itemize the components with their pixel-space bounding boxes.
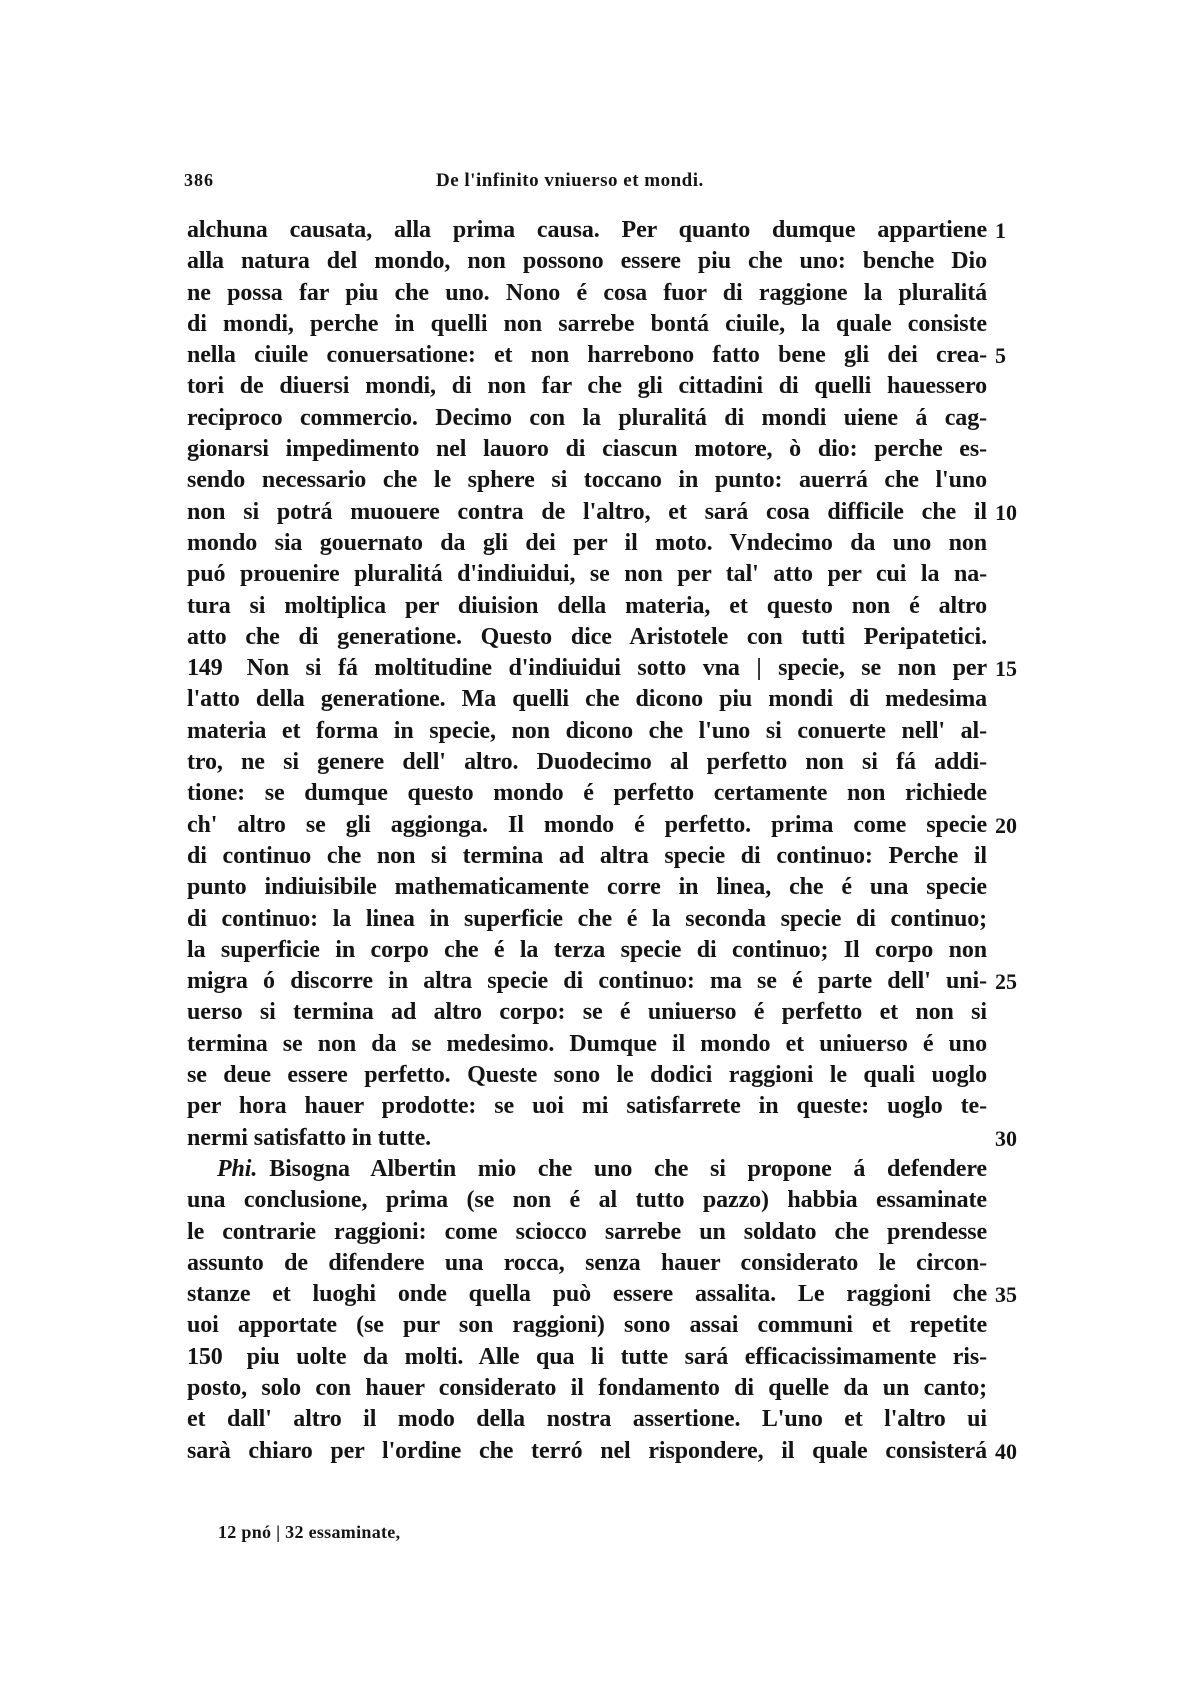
line-number: 35 xyxy=(995,1282,1017,1308)
line-number: 25 xyxy=(995,969,1017,995)
line-text xyxy=(187,1217,987,1248)
text-line xyxy=(187,1154,987,1185)
line-content: gionarsi impedimento nel lauoro di ciascun motore, ò dio: perche es- xyxy=(187,436,987,463)
line-content: atto che di generatione. Questo dice Aristotele con tutti Peripatetici. xyxy=(187,623,987,650)
line-text xyxy=(187,684,987,715)
text-line xyxy=(187,497,1017,528)
text-line xyxy=(187,434,987,465)
line-number: 5 xyxy=(995,343,1006,369)
line-content: di continuo che non si termina ad altra specie di continuo: Perche il xyxy=(187,842,987,869)
line-number: 1 xyxy=(995,218,1006,243)
line-text xyxy=(187,497,987,528)
text-line xyxy=(187,340,1006,371)
line-number: 15 xyxy=(995,656,1017,682)
line-content: et dall' altro il modo della nostra assertione. L'uno et l'altro ui xyxy=(187,1406,987,1433)
line-text xyxy=(187,904,987,935)
line-text xyxy=(187,1373,987,1404)
line-content: l'atto della generatione. Ma quelli che dicono piu mondi di medesima xyxy=(187,686,987,713)
line-content: sendo necessario che le sphere si toccano in punto: auerrá che l'uno xyxy=(187,467,987,494)
line-text xyxy=(187,966,987,997)
line-content: assunto de difendere una rocca, senza hauer considerato le circon- xyxy=(187,1249,987,1276)
line-content: per hora hauer prodotte: se uoi mi satisfarrete in queste: uoglo te- xyxy=(187,1093,987,1120)
line-text xyxy=(187,1091,987,1122)
line-text xyxy=(187,653,987,684)
line-content: la superficie in corpo che é la terza specie di continuo; Il corpo non xyxy=(187,936,987,963)
text-line xyxy=(187,403,987,434)
text-line xyxy=(187,309,987,340)
line-content: le contrarie raggioni: come sciocco sarrebe un soldato che prendesse xyxy=(187,1218,987,1245)
line-content: non si potrá muouere contra de l'altro, et sará cosa difficile che il xyxy=(187,498,987,525)
line-content: nella ciuile conuersatione: et non harrebono fatto bene gli dei crea- xyxy=(187,342,987,369)
text-line xyxy=(187,559,987,590)
line-content: puó prouenire pluralitá d'indiuidui, se non per tal' atto per cui la na- xyxy=(187,561,987,588)
text-line xyxy=(187,1404,987,1435)
text-line xyxy=(187,1185,987,1216)
text-line xyxy=(187,716,987,747)
text-line xyxy=(187,1060,987,1091)
line-text xyxy=(187,1248,987,1279)
line-text xyxy=(187,1436,987,1467)
line-content: ne possa far piu che uno. Nono é cosa fuor di raggione la pluralitá xyxy=(187,279,987,306)
text-line xyxy=(187,1310,987,1341)
line-content: ch' altro se gli aggionga. Il mondo é perfetto. prima come specie xyxy=(187,811,987,838)
line-text xyxy=(187,1342,987,1373)
line-text xyxy=(187,1123,987,1154)
line-number: 10 xyxy=(995,499,1017,525)
text-line xyxy=(187,810,1017,841)
line-content: tura si moltiplica per diuision della materia, et questo non é altro xyxy=(187,592,987,619)
line-text xyxy=(187,997,987,1028)
running-title: De l'infinito vniuerso et mondi. xyxy=(436,170,704,191)
text-line xyxy=(187,872,987,903)
body-text xyxy=(187,215,1017,1467)
line-content: nermi satisfatto in tutte. xyxy=(187,1124,432,1151)
edition-page-marker: 150 xyxy=(187,1343,223,1370)
text-line xyxy=(187,528,987,559)
line-text xyxy=(187,371,987,402)
line-number: 20 xyxy=(995,812,1017,838)
text-line xyxy=(187,841,987,872)
text-line xyxy=(187,1373,987,1404)
text-line xyxy=(187,215,1006,246)
line-text xyxy=(187,215,987,246)
text-line xyxy=(187,1091,987,1122)
line-content: uerso si termina ad altro corpo: se é uniuerso é perfetto et non si xyxy=(187,999,987,1026)
line-number: 30 xyxy=(995,1125,1017,1151)
line-text xyxy=(187,622,987,653)
line-content: alla natura del mondo, non possono essere piu che uno: benche Dio xyxy=(187,248,987,275)
text-line xyxy=(187,966,1017,997)
line-text xyxy=(187,716,987,747)
text-line xyxy=(187,653,1017,684)
line-content: alchuna causata, alla prima causa. Per quanto dumque appartiene xyxy=(187,217,987,243)
line-content: sarà chiaro per l'ordine che terró nel rispondere, il quale consisterá xyxy=(187,1437,987,1464)
text-line xyxy=(187,997,987,1028)
line-text xyxy=(187,340,987,371)
line-content: posto, solo con hauer considerato il fondamento di quelle da un canto; xyxy=(187,1374,987,1401)
text-line xyxy=(187,1029,987,1060)
line-content: tione: se dumque questo mondo é perfetto certamente non richiede xyxy=(187,780,987,807)
line-text xyxy=(187,465,987,496)
line-content: mondo sia gouernato da gli dei per il moto. Vndecimo da uno non xyxy=(187,529,987,556)
line-content: tro, ne si genere dell' altro. Duodecimo al perfetto non si fá addi- xyxy=(187,749,987,776)
text-line xyxy=(187,622,987,653)
text-line xyxy=(187,1248,987,1279)
line-text xyxy=(187,591,987,622)
line-text xyxy=(187,1404,987,1435)
text-line xyxy=(187,1279,1017,1310)
line-text xyxy=(187,841,987,872)
line-text xyxy=(187,1279,987,1310)
line-content: Non si fá moltitudine d'indiuidui sotto vna | specie, se non per xyxy=(246,655,987,682)
line-text xyxy=(187,309,987,340)
text-line xyxy=(187,1123,1017,1154)
text-line xyxy=(187,465,987,496)
line-text xyxy=(217,1154,987,1185)
text-line xyxy=(187,904,987,935)
text-line xyxy=(187,778,987,809)
text-line xyxy=(187,371,987,402)
page-number: 386 xyxy=(184,170,214,190)
line-text xyxy=(187,278,987,309)
text-line xyxy=(187,935,987,966)
text-line xyxy=(187,591,987,622)
line-content: stanze et luoghi onde quella può essere assalita. Le raggioni che xyxy=(187,1281,987,1308)
text-line xyxy=(187,1342,987,1373)
line-text xyxy=(187,872,987,903)
line-text xyxy=(187,1310,987,1341)
line-content: di continuo: la linea in superficie che é la seconda specie di continuo; xyxy=(187,905,987,932)
text-line xyxy=(187,684,987,715)
text-line xyxy=(187,1217,987,1248)
text-line xyxy=(187,747,987,778)
line-text xyxy=(187,1060,987,1091)
line-content: tori de diuersi mondi, di non far che gli cittadini di quelli hauessero xyxy=(187,373,987,400)
line-content: migra ó discorre in altra specie di continuo: ma se é parte dell' uni- xyxy=(187,968,987,995)
speaker-label: Phi. xyxy=(217,1155,258,1182)
text-line xyxy=(187,246,987,277)
footnote: 12 pnó | 32 essaminate, xyxy=(218,1522,401,1542)
running-head xyxy=(184,170,984,200)
line-text xyxy=(187,1029,987,1060)
line-number: 40 xyxy=(995,1438,1017,1464)
line-content: reciproco commercio. Decimo con la pluralitá di mondi uiene á cag- xyxy=(187,404,987,431)
line-text xyxy=(187,403,987,434)
line-text xyxy=(187,935,987,966)
line-content: materia et forma in specie, non dicono che l'uno si conuerte nell' al- xyxy=(187,717,987,744)
line-content: una conclusione, prima (se non é al tutto pazzo) habbia essaminate xyxy=(187,1187,987,1214)
line-content: uoi apportate (se pur son raggioni) sono assai communi et repetite xyxy=(187,1312,987,1339)
line-text xyxy=(187,1185,987,1216)
line-text xyxy=(187,434,987,465)
line-content: termina se non da se medesimo. Dumque il mondo et uniuerso é uno xyxy=(187,1030,987,1057)
line-text xyxy=(187,246,987,277)
line-text xyxy=(187,559,987,590)
line-text xyxy=(187,810,987,841)
edition-page-marker: 149 xyxy=(187,655,223,682)
line-content: piu uolte da molti. Alle qua li tutte sará efficacissimamente ris- xyxy=(246,1343,987,1370)
line-content: Bisogna Albertin mio che uno che si propone á defendere xyxy=(269,1155,987,1182)
text-line xyxy=(187,1436,1017,1467)
text-line xyxy=(187,278,987,309)
line-content: di mondi, perche in quelli non sarrebe bontá ciuile, la quale consiste xyxy=(187,310,987,337)
line-text xyxy=(187,747,987,778)
line-content: punto indiuisibile mathematicamente corre in linea, che é una specie xyxy=(187,874,987,901)
line-text xyxy=(187,778,987,809)
line-text xyxy=(187,528,987,559)
line-content: se deue essere perfetto. Queste sono le dodici raggioni le quali uoglo xyxy=(187,1062,987,1089)
